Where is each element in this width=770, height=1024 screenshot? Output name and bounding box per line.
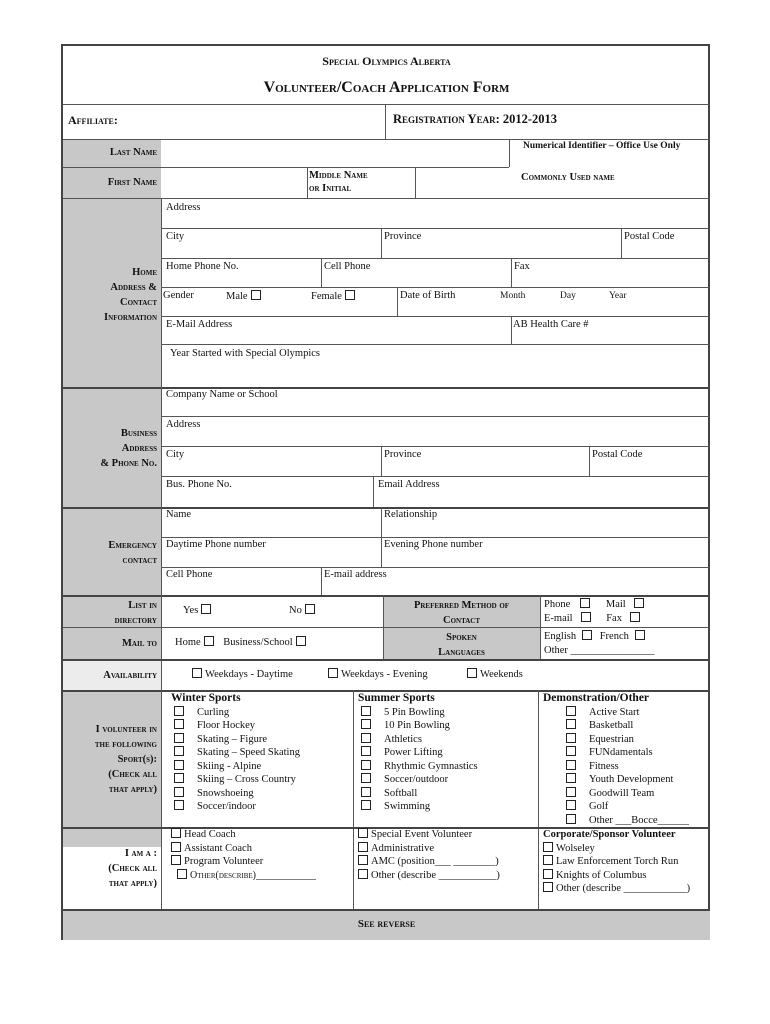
checkbox[interactable] — [361, 706, 371, 716]
iam-col2 — [358, 828, 500, 882]
registration-year: Registration Year: 2012-2013 — [393, 112, 558, 126]
checkbox[interactable] — [361, 746, 371, 756]
mail-business-checkbox[interactable] — [296, 636, 306, 646]
emergency-cell-label: Cell Phone — [166, 569, 213, 580]
list-item: Fitness — [543, 760, 689, 774]
checkbox[interactable] — [174, 746, 184, 756]
list-item: Other ___Bocce______ — [543, 814, 689, 828]
emergency-section-label: Emergency contact — [108, 540, 157, 566]
checkbox[interactable] — [358, 869, 368, 879]
checkbox[interactable] — [566, 814, 576, 824]
evening-phone-label: Evening Phone number — [384, 539, 483, 550]
iam-col3 — [543, 828, 690, 896]
dob-year: Year — [609, 291, 627, 301]
list-item: Skiing – Cross Country — [171, 773, 300, 787]
business-province-label: Province — [384, 449, 422, 460]
commonly-used-name-label: Commonly Used name — [521, 172, 615, 183]
list-item: Administrative — [358, 842, 500, 856]
first-name-input[interactable] — [165, 176, 305, 190]
home-province-label: Province — [384, 231, 422, 242]
list-item: Softball — [358, 787, 478, 801]
english-checkbox[interactable] — [582, 630, 592, 640]
phone-checkbox[interactable] — [580, 598, 590, 608]
checkbox[interactable] — [361, 733, 371, 743]
sports-label: I volunteer in the following Sport(s): (Check all that apply) — [94, 724, 157, 795]
iam-label: I am a : (Check all that apply) — [108, 848, 157, 889]
mail-to-options: Home Business/School — [175, 636, 309, 648]
application-form — [61, 44, 710, 940]
list-item: Other(describe)____________ — [171, 869, 316, 883]
summer-sports-list — [358, 692, 478, 814]
checkbox[interactable] — [566, 706, 576, 716]
checkbox[interactable] — [361, 800, 371, 810]
spoken-languages-label: Spoken Languages — [438, 632, 485, 658]
availability-weekends: Weekends — [464, 668, 523, 680]
list-item: Other (describe ____________) — [543, 882, 690, 896]
checkbox[interactable] — [177, 869, 187, 879]
list-item: Law Enforcement Torch Run — [543, 855, 690, 869]
checkbox[interactable] — [358, 842, 368, 852]
gender-female: Female — [311, 290, 358, 302]
preferred-options: Phone Mail E-mail Fax — [544, 598, 647, 626]
list-item: Equestrian — [543, 733, 689, 747]
checkbox[interactable] — [171, 828, 181, 838]
directory-yes-checkbox[interactable] — [201, 604, 211, 614]
list-item: Floor Hockey — [171, 719, 300, 733]
list-item: 10 Pin Bowling — [358, 719, 478, 733]
emergency-email-label: E-mail address — [324, 569, 387, 580]
checkbox[interactable] — [358, 855, 368, 865]
dob-month: Month — [500, 291, 526, 301]
checkbox[interactable] — [566, 733, 576, 743]
list-item: Skating – Figure — [171, 733, 300, 747]
home-city-label: City — [166, 231, 185, 242]
checkbox[interactable] — [174, 787, 184, 797]
gender-label: Gender — [163, 290, 194, 301]
list-item: AMC (position___ ________) — [358, 855, 500, 869]
preferred-contact-label: Preferred Method of Contact — [413, 600, 510, 626]
list-item: Skiing - Alpine — [171, 760, 300, 774]
checkbox[interactable] — [174, 773, 184, 783]
list-item: Demonstration/Other — [543, 692, 650, 704]
home-address-label: Address — [166, 202, 201, 213]
directory-yes: Yes — [183, 604, 214, 616]
mail-home-checkbox[interactable] — [204, 636, 214, 646]
list-item: Wolseley — [543, 842, 690, 856]
checkbox[interactable] — [566, 746, 576, 756]
first-name-label: First Name — [107, 177, 157, 188]
middle-name-label: Middle Name or Initial — [309, 170, 368, 194]
dob-label: Date of Birth — [400, 290, 456, 301]
list-item: Snowshoeing — [171, 787, 300, 801]
email-checkbox[interactable] — [581, 612, 591, 622]
weekends-checkbox[interactable] — [467, 668, 477, 678]
dob-day: Day — [560, 291, 576, 301]
affiliate-input[interactable] — [163, 112, 383, 126]
list-item: FUNdamentals — [543, 746, 689, 760]
list-item: Power Lifting — [358, 746, 478, 760]
male-checkbox[interactable] — [251, 290, 261, 300]
demonstration-sports-list — [543, 692, 689, 827]
affiliate-label: Affiliate: — [68, 113, 118, 127]
list-item: Other (describe ___________) — [358, 869, 500, 883]
list-item: Youth Development — [543, 773, 689, 787]
business-postal-label: Postal Code — [592, 449, 643, 460]
checkbox[interactable] — [566, 773, 576, 783]
french-checkbox[interactable] — [635, 630, 645, 640]
list-item: Program Volunteer — [171, 855, 316, 869]
mail-to-label: Mail to — [122, 638, 157, 649]
list-item: Rhythmic Gymnastics — [358, 760, 478, 774]
daytime-phone-label: Daytime Phone number — [166, 539, 266, 550]
availability-daytime: Weekdays - Daytime — [189, 668, 293, 680]
list-item: Active Start — [543, 706, 689, 720]
list-item: Golf — [543, 800, 689, 814]
directory-no-checkbox[interactable] — [305, 604, 315, 614]
checkbox[interactable] — [174, 800, 184, 810]
checkbox[interactable] — [543, 842, 553, 852]
list-item: Goodwill Team — [543, 787, 689, 801]
list-item: Assistant Coach — [171, 842, 316, 856]
middle-name-input[interactable] — [419, 176, 507, 190]
form-title: Volunteer/Coach Application Form — [263, 79, 510, 96]
checkbox[interactable] — [174, 760, 184, 770]
home-fax-label: Fax — [514, 261, 530, 272]
checkbox[interactable] — [566, 800, 576, 810]
female-checkbox[interactable] — [345, 290, 355, 300]
list-item: Special Event Volunteer — [358, 828, 500, 842]
home-postal-label: Postal Code — [624, 231, 675, 242]
checkbox[interactable] — [543, 869, 553, 879]
home-phone-label: Home Phone No. — [166, 261, 239, 272]
checkbox[interactable] — [171, 842, 181, 852]
checkbox[interactable] — [358, 828, 368, 838]
relationship-label: Relationship — [384, 509, 438, 520]
business-section-label: Business Address & Phone No. — [100, 428, 157, 469]
fax-checkbox[interactable] — [630, 612, 640, 622]
org-name: Special Olympics Alberta — [322, 54, 451, 68]
evening-checkbox[interactable] — [328, 668, 338, 678]
iam-col1 — [171, 828, 316, 882]
list-item: 5 Pin Bowling — [358, 706, 478, 720]
ab-health-label: AB Health Care # — [513, 319, 589, 330]
checkbox[interactable] — [361, 719, 371, 729]
availability-evening: Weekdays - Evening — [325, 668, 428, 680]
home-email-label: E-Mail Address — [166, 319, 233, 330]
home-section-label: Home Address & Contact Information — [104, 267, 157, 323]
home-cell-label: Cell Phone — [324, 261, 371, 272]
business-email-label: Email Address — [378, 479, 440, 490]
checkbox[interactable] — [543, 855, 553, 865]
list-item: Curling — [171, 706, 300, 720]
business-city-label: City — [166, 449, 185, 460]
mail-checkbox[interactable] — [634, 598, 644, 608]
emergency-name-label: Name — [166, 509, 192, 520]
winter-sports-list — [171, 692, 300, 814]
last-name-input[interactable] — [165, 146, 505, 160]
list-item: Summer Sports — [358, 692, 435, 704]
directory-no: No — [289, 604, 318, 616]
other-language[interactable]: Other ________________ — [544, 645, 655, 656]
checkbox[interactable] — [361, 773, 371, 783]
list-item: Knights of Columbus — [543, 869, 690, 883]
list-item: Corporate/Sponsor Volunteer — [543, 829, 676, 840]
daytime-checkbox[interactable] — [192, 668, 202, 678]
last-name-label: Last Name — [109, 147, 157, 158]
list-item: Soccer/indoor — [171, 800, 300, 814]
checkbox[interactable] — [174, 706, 184, 716]
checkbox[interactable] — [174, 719, 184, 729]
checkbox[interactable] — [361, 760, 371, 770]
checkbox[interactable] — [174, 733, 184, 743]
list-item: Basketball — [543, 719, 689, 733]
numerical-identifier-label: Numerical Identifier – Office Use Only — [523, 141, 681, 151]
directory-label: List in directory — [114, 600, 157, 626]
checkbox[interactable] — [566, 760, 576, 770]
checkbox[interactable] — [361, 787, 371, 797]
language-options: English French Other ________________ — [544, 631, 655, 656]
list-item: Winter Sports — [171, 692, 241, 704]
list-item: Skating – Speed Skating — [171, 746, 300, 760]
year-started-label: Year Started with Special Olympics — [170, 348, 320, 359]
business-address-label: Address — [166, 419, 201, 430]
list-item: Head Coach — [171, 828, 316, 842]
company-label: Company Name or School — [166, 389, 278, 400]
list-item: Athletics — [358, 733, 478, 747]
checkbox[interactable] — [566, 719, 576, 729]
see-reverse: See reverse — [357, 918, 416, 930]
checkbox[interactable] — [543, 882, 553, 892]
bus-phone-label: Bus. Phone No. — [166, 479, 232, 490]
checkbox[interactable] — [566, 787, 576, 797]
list-item: Swimming — [358, 800, 478, 814]
availability-label: Availability — [103, 670, 157, 681]
gender-male: Male — [226, 290, 264, 302]
list-item: Soccer/outdoor — [358, 773, 478, 787]
checkbox[interactable] — [171, 855, 181, 865]
